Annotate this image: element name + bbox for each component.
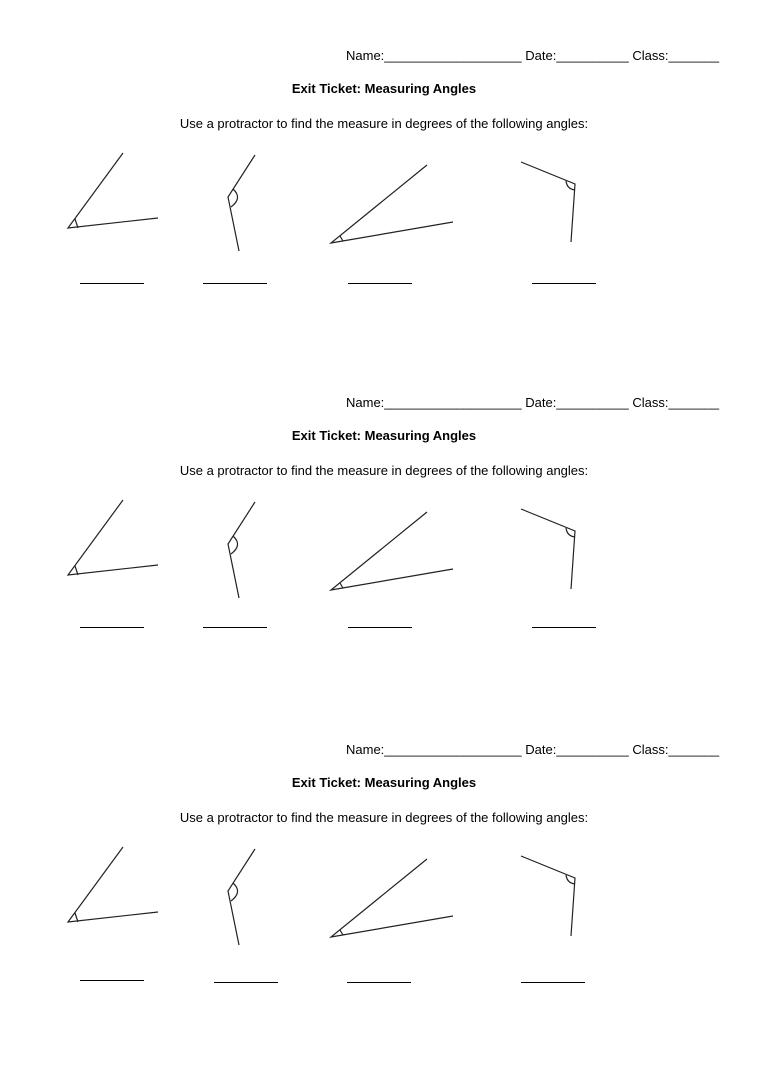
angle-1	[68, 500, 158, 575]
answer-blank-1[interactable]	[80, 283, 144, 284]
header-fields	[346, 395, 719, 410]
name-blank[interactable]: ___________________	[384, 742, 522, 757]
class-label: Class:	[632, 395, 669, 410]
instructions: Use a protractor to find the measure in degrees of the following angles:	[179, 116, 589, 131]
answer-blank-2[interactable]	[203, 283, 267, 284]
date-label: Date:	[525, 395, 557, 410]
ticket-title: Exit Ticket: Measuring Angles	[291, 775, 477, 790]
instructions: Use a protractor to find the measure in degrees of the following angles:	[179, 810, 589, 825]
class-label: Class:	[632, 742, 669, 757]
angle-figures	[0, 138, 768, 248]
date-blank[interactable]: __________	[556, 395, 629, 410]
name-label: Name:	[346, 395, 385, 410]
exit-ticket-3	[0, 742, 768, 1072]
class-label: Class:	[632, 48, 669, 63]
exit-ticket-1	[0, 48, 768, 378]
angle-figures	[0, 832, 768, 942]
angle-figures	[0, 485, 768, 595]
name-label: Name:	[346, 48, 385, 63]
class-blank[interactable]: _______	[668, 742, 720, 757]
date-blank[interactable]: __________	[556, 742, 629, 757]
answer-blank-4[interactable]	[521, 982, 585, 983]
class-blank[interactable]: _______	[668, 48, 720, 63]
angle-2	[228, 502, 255, 598]
answer-blank-4[interactable]	[532, 283, 596, 284]
answer-blank-1[interactable]	[80, 627, 144, 628]
answer-blank-1[interactable]	[80, 980, 144, 981]
answer-blank-4[interactable]	[532, 627, 596, 628]
answer-blank-2[interactable]	[214, 982, 278, 983]
angle-3	[331, 512, 453, 590]
ticket-title: Exit Ticket: Measuring Angles	[291, 428, 477, 443]
name-blank[interactable]: ___________________	[384, 395, 522, 410]
angle-1	[68, 847, 158, 922]
header-fields	[346, 742, 719, 757]
answer-blank-3[interactable]	[348, 283, 412, 284]
name-label: Name:	[346, 742, 385, 757]
answer-blank-3[interactable]	[347, 982, 411, 983]
date-label: Date:	[525, 742, 557, 757]
exit-ticket-2	[0, 395, 768, 725]
angle-3	[331, 165, 453, 243]
ticket-title: Exit Ticket: Measuring Angles	[291, 81, 477, 96]
name-blank[interactable]: ___________________	[384, 48, 522, 63]
angle-4	[521, 856, 575, 936]
angle-4	[521, 509, 575, 589]
angle-1	[68, 153, 158, 228]
instructions: Use a protractor to find the measure in degrees of the following angles:	[179, 463, 589, 478]
angle-3	[331, 859, 453, 937]
answer-blank-3[interactable]	[348, 627, 412, 628]
date-label: Date:	[525, 48, 557, 63]
angle-4	[521, 162, 575, 242]
angle-2	[228, 155, 255, 251]
answer-blank-2[interactable]	[203, 627, 267, 628]
header-fields	[346, 48, 719, 63]
angle-2	[228, 849, 255, 945]
date-blank[interactable]: __________	[556, 48, 629, 63]
class-blank[interactable]: _______	[668, 395, 720, 410]
